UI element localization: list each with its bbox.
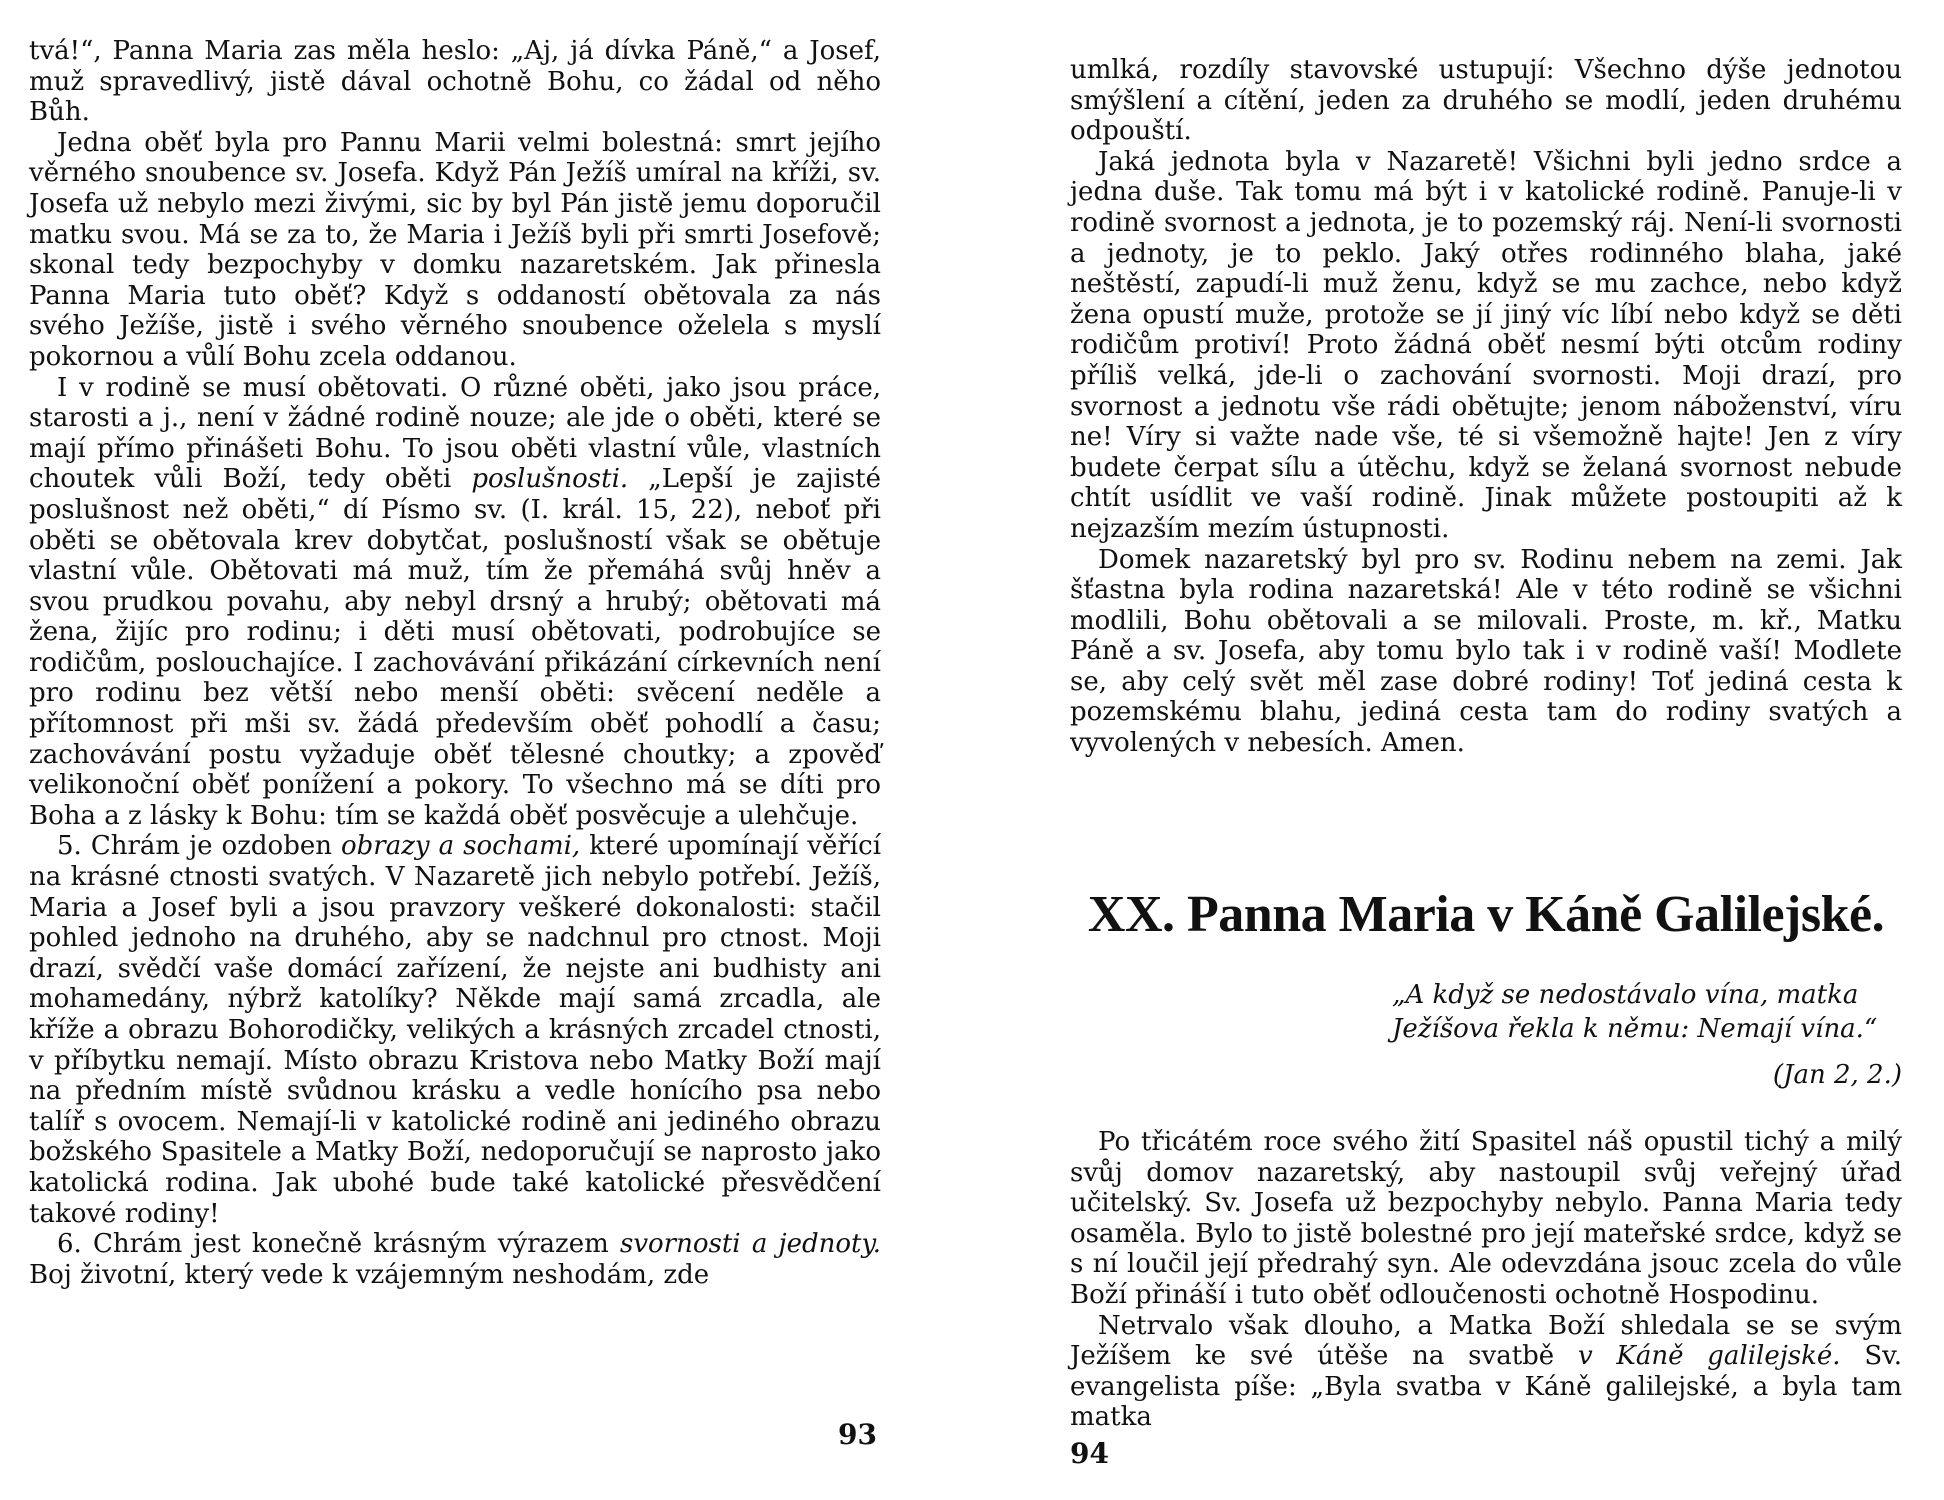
text-run: Jaká jednota byla v Nazaretě! Všichni byli jedno srdce a jedna duše. Tak tomu má být i v katolické rodině. Panuje-li v rodině svornost a jednota, je to pozemský ráj. Není-li svornosti a jednoty, je to peklo. Jaký otřes rodinného blaha, jaké neštěstí, zapudí-li muž ženu, když se mu zachce, nebo když žena opustí muže, protože se jí jiný víc líbí nebo když se děti rodičům protiví! Proto žádná oběť nesmí býti otcům rodiny příliš velká, jde-li o zachování svornosti. Moji drazí, pro svornost a jednotu vše rádi obětujte; jenom náboženství, víru ne! Víry si važte nade vše, té si všemožně hajte! Jen z víry budete čerpat sílu a útěchu, když se želaná svornost nebude chtít usídlit ve vaší rodině. Jinak můžete postoupiti až k nejzazším mezím ústupnosti.	[1070, 146, 1902, 544]
text-run: které upomínají věřící na krásné ctnosti svatých. V Nazaretě jich nebylo potřebí. Ježíš, Maria a Josef byli a jsou pravzory veškeré dokonalosti: stačil pohled jednoho na druhého, aby se nadchnul pro ctnost. Moji drazí, svědčí vaše domácí zařízení, že nejste ani budhisty ani mohamedány, nýbrž katolíky? Někde mají samá zrcadla, ale kříže a obrazu Bohorodičky, velikých a krásných zrcadel ctnosti, v příbytku nemají. Místo obrazu Kristova nebo Matky Boží mají na předním místě svůdnou krásku a vedle honícího psa nebo talíř s ovocem. Nemají-li v katolické rodině ani jediného obrazu božského Spasitele a Matky Boží, nedoporučují se naprosto jako katolická rodina. Jak ubohé bude také katolické přesvědčení takové rodiny!	[29, 831, 882, 1229]
italic-text: v Káně galilejské.	[1577, 1341, 1841, 1372]
text-run: tvá!“, Panna Maria zas měla heslo: „Aj, já dívka Páně,“ a Josef, muž spravedlivý, jistě dával ochotně Bohu, co žádal od něho Bůh.	[29, 36, 881, 128]
left-page-text	[29, 36, 881, 1290]
paragraph	[29, 373, 881, 832]
page-number-left: 93	[838, 1418, 877, 1451]
text-run: Netrvalo však dlouho, a Matka Boží shledala se se svým Ježíšem ke své útěše na svatbě	[1070, 1310, 1902, 1372]
paragraph	[1070, 1127, 1902, 1311]
right-page-text-top	[1070, 55, 1902, 759]
text-run: Boj životní, který vede k vzájemným neshodám, zde	[29, 1259, 710, 1290]
paragraph	[1070, 55, 1902, 147]
text-run: Jedna oběť byla pro Pannu Marii velmi bolestná: smrt jejího věrného snoubence sv. Josefa. Když Pán Ježíš umíral na kříži, sv. Josefa už nebylo mezi živými, sic by byl Pán jistě jemu doporučil matku svou. Má se za to, že Maria i Ježíš byli při smrti Josefově; skonal tedy bezpochyby v domku nazaretském. Jak přinesla Panna Maria tuto oběť? Když s oddaností obětovala za nás svého Ježíše, jistě i svého věrného snoubence oželela s myslí pokornou a vůlí Bohu zcela oddanou.	[29, 127, 881, 372]
text-run: Po třicátém roce svého žití Spasitel náš opustil tichý a milý svůj domov nazaretský, aby nastoupil svůj veřejný úřad učitelský. Sv. Josefa už bezpochyby nebylo. Panna Maria tedy osaměla. Bylo to jistě bolestné pro její mateřské srdce, když se s ní loučil její předrahý syn. Ale odevzdána jsouc zcela do vůle Boží přináší i tuto oběť odloučenosti ochotně Hospodinu.	[1070, 1127, 1902, 1310]
italic-text: svornosti a jednoty.	[619, 1229, 881, 1260]
paragraph	[29, 128, 881, 373]
paragraph	[1070, 147, 1902, 545]
text-run: umlká, rozdíly stavovské ustupují: Všechno dýše jednotou smýšlení a cítění, jeden za druhého se modlí, jeden druhému odpouští.	[1070, 55, 1902, 147]
text-run: 6. Chrám jest konečně krásným výrazem	[57, 1229, 620, 1260]
paragraph	[29, 1229, 881, 1290]
paragraph	[29, 831, 881, 1229]
paragraph	[1070, 545, 1902, 759]
text-run: Domek nazaretský byl pro sv. Rodinu nebem na zemi. Jak šťastna byla rodina nazaretská! Ale v této rodině se všichni modlili, Bohu obětovali a se milovali. Proste, m. kř., Matku Páně a sv. Josefa, aby tomu bylo tak i v rodině vaší! Modlete se, aby celý svět měl zase dobré rodiny! Toť jediná cesta k pozemskému blahu, jediná cesta tam do rodiny svatých a vyvolených v nebesích. Amen.	[1070, 544, 1902, 759]
epigraph-reference: (Jan 2, 2.)	[1772, 1060, 1902, 1090]
chapter-title: XX. Panna Maria v Káně Galilejské.	[1087, 886, 1885, 943]
page-number-right: 94	[1070, 1437, 1109, 1470]
text-run: „Lepší je zajisté poslušnost než oběti,“ dí Písmo sv. (I. král. 15, 22), neboť při oběti se obětovala krev dobytčat, poslušností však se obětuje vlastní vůle. Obětovati má muž, tím že přemáhá svůj hněv a svou prudkou povahu, aby nebyl drsný a hrubý; obětovati má žena, žijíc pro rodinu; i děti musí obětovati, podrobujíce se rodičům, poslouchajíce. I zachovávání přikázání církevních není pro rodinu bez větší nebo menší oběti: svěcení neděle a přítomnost při mši sv. žádá především oběť pohodlí a času; zachovávání postu vyžaduje oběť tělesné choutky; a zpověď velikonoční oběť ponížení a pokory. To všechno má se díti pro Boha a z lásky k Bohu: tím se každá oběť posvěcuje a ulehčuje.	[29, 464, 881, 831]
italic-text: obrazy a sochami,	[341, 831, 581, 862]
italic-text: poslušnosti.	[471, 464, 629, 495]
right-page	[972, 0, 1944, 1500]
paragraph	[1070, 1311, 1902, 1433]
text-run: Sv. evangelista píše: „Byla svatba v Káně galilejské, a byla tam matka	[1070, 1341, 1902, 1433]
text-run: I v rodině se musí obětovati. O různé oběti, jako jsou práce, starosti a j., není v žádné rodině nouze; ale jde o oběti, které se mají přímo přinášeti Bohu. To jsou oběti vlastní vůle, vlastních choutek vůli Boží, tedy oběti	[29, 372, 881, 495]
text-run: 5. Chrám je ozdoben	[57, 831, 341, 862]
right-page-text-bottom	[1070, 1127, 1902, 1433]
epigraph: „A když se nedostávalo vína, matka Ježíšova řekla k němu: Nemají vína.“	[1392, 980, 1878, 1044]
paragraph	[29, 36, 881, 128]
